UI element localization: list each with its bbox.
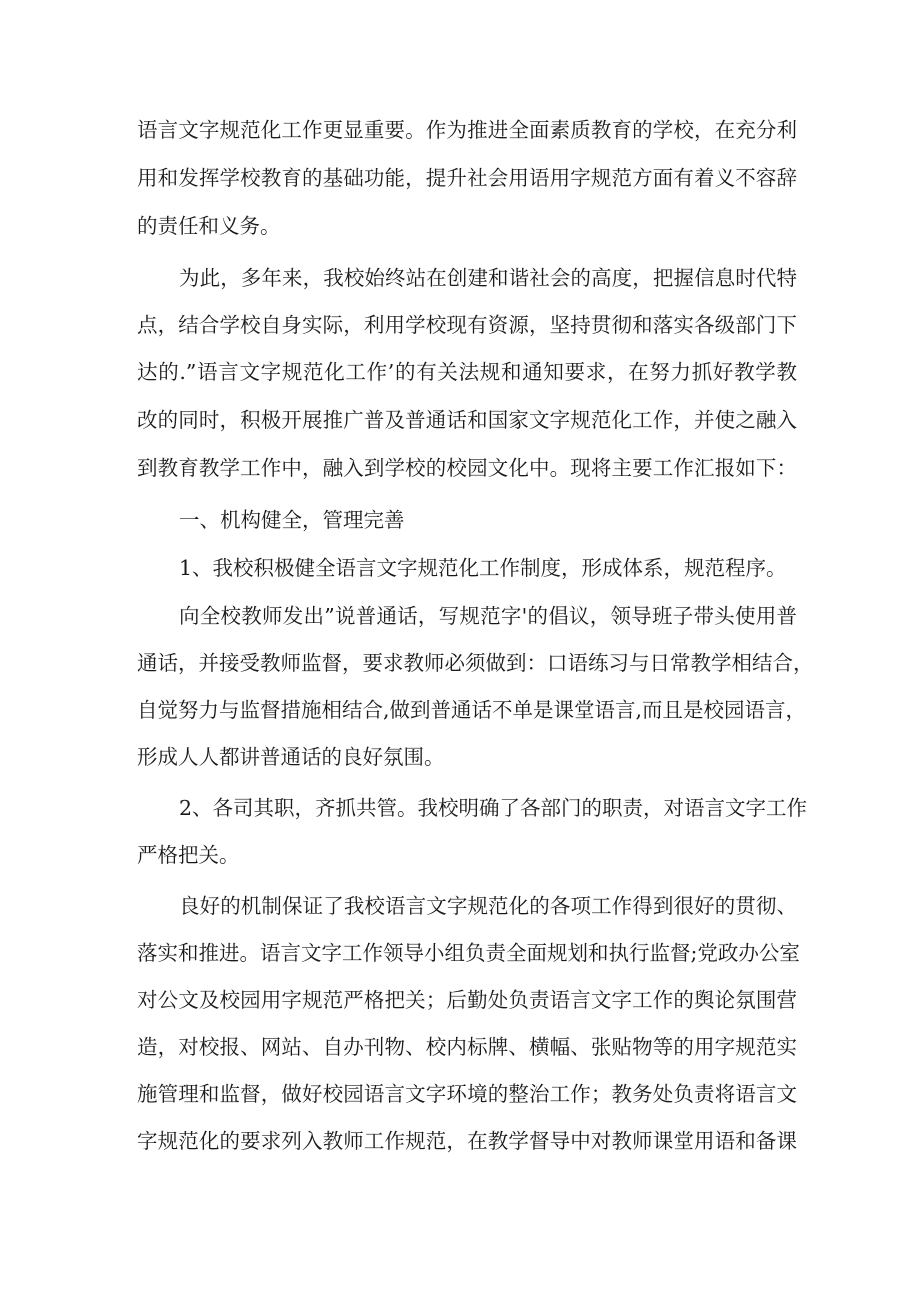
paragraph-line: 达的.”语言文字规范化工作’的有关法规和通知要求，在努力抓好教学教 (137, 360, 797, 384)
paragraph-line: 通话，并接受教师监督，要求教师必须做到：口语练习与日常教学相结合， (137, 651, 814, 675)
paragraph-line: 字规范化的要求列入教师工作规范，在教学督导中对教师课堂用语和备课 (137, 1129, 797, 1153)
paragraph-line: 造，对校报、网站、自办刊物、校内标牌、横幅、张贴物等的用字规范实 (137, 1035, 797, 1059)
paragraph-line: 对公文及校园用字规范严格把关；后勤处负责语言文字工作的舆论氛围营 (137, 988, 797, 1012)
paragraph-line: 语言文字规范化工作更显重要。作为推进全面素质教育的学校，在充分利 (137, 118, 797, 142)
paragraph-line: 为此，多年来，我校始终站在创建和谐社会的高度，把握信息时代特 (179, 266, 797, 290)
paragraph-line: 用和发挥学校教育的基础功能，提升社会用语用字规范方面有着义不容辞 (137, 166, 797, 190)
paragraph-line: 的责任和义务。 (137, 214, 281, 238)
paragraph-line: 严格把关。 (137, 843, 240, 867)
paragraph-line: 改的同时，积极开展推广普及普通话和国家文字规范化工作，并使之融入 (137, 408, 797, 432)
paragraph-line: 2、各司其职，齐抓共管。我校明确了各部门的职责，对语言文字工作 (179, 796, 808, 820)
paragraph-line: 落实和推进。语言文字工作领导小组负责全面规划和执行监督;党政办公室 (137, 941, 800, 965)
paragraph-line: 到教育教学工作中，融入到学校的校园文化中。现将主要工作汇报如下： (137, 456, 797, 480)
paragraph-line: 点，结合学校自身实际，利用学校现有资源，坚持贯彻和落实各级部门下 (137, 313, 797, 337)
paragraph-line: 形成人人都讲普通话的良好氛围。 (137, 745, 445, 769)
paragraph-line: 向全校教师发出”说普通话，写规范字'的倡议，领导班子带头使用普 (179, 604, 797, 628)
paragraph-line: 1、我校积极健全语言文字规范化工作制度，形成体系，规范程序。 (179, 556, 787, 580)
section-heading: 一、机构健全，管理完善 (179, 508, 405, 532)
paragraph-line: 良好的机制保证了我校语言文字规范化的各项工作得到很好的贯彻、 (179, 894, 797, 918)
paragraph-line: 施管理和监督，做好校园语言文字环境的整治工作；教务处负责将语言文 (137, 1082, 797, 1106)
paragraph-line: 自觉努力与监督措施相结合,做到普通话不单是课堂语言,而且是校园语言， (137, 698, 807, 722)
